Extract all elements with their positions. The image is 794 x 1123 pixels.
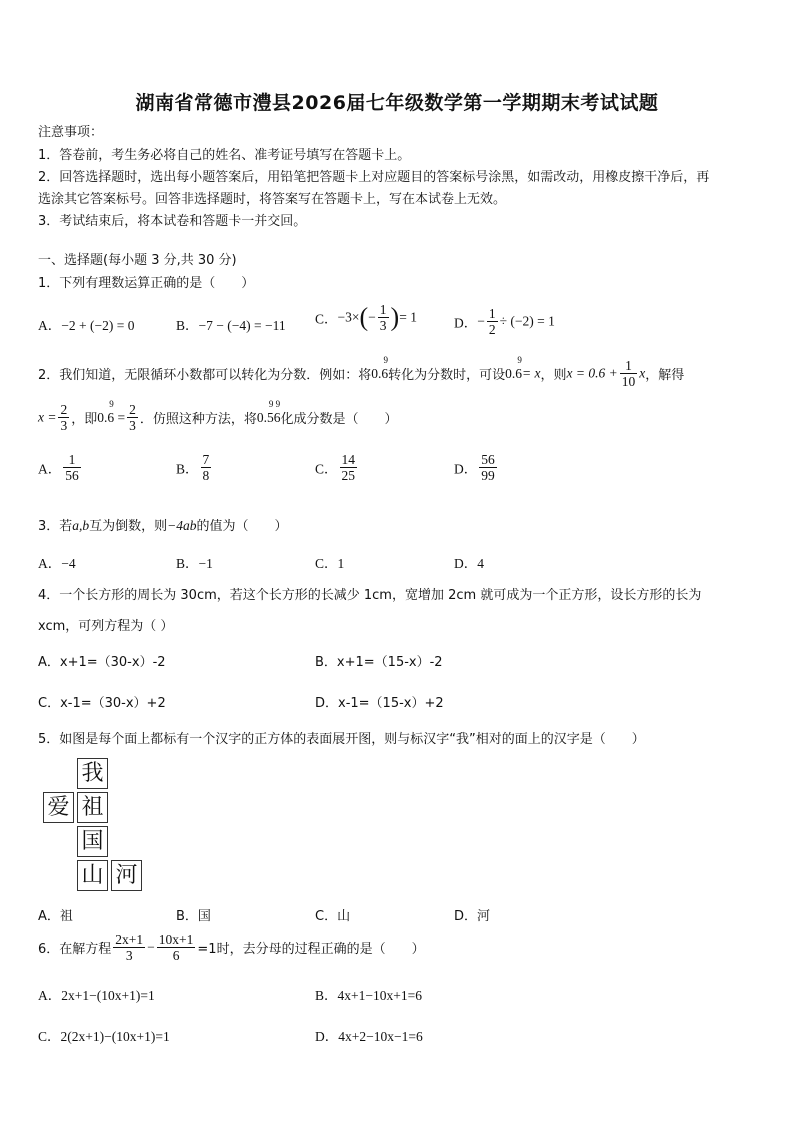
q1-option-b: B．−7 − (−4) = −11 bbox=[176, 318, 286, 333]
q5-stem: 5．如图是每个面上都标有一个汉字的正方体的表面展开图，则与标汉字“我”相对的面上的汉字是（ ） bbox=[38, 732, 645, 747]
q3-option-b: B．−1 bbox=[176, 556, 213, 571]
q4-option-c: C．x-1=（30-x）+2 bbox=[38, 696, 166, 711]
q4-option-d: D．x-1=（15-x）+2 bbox=[315, 696, 444, 711]
q2-option-c: C． $\frac{14}{25}$ bbox=[315, 452, 356, 483]
q3-option-c: C．1 bbox=[315, 556, 345, 571]
q4-line2: xcm，可列方程为（ ） bbox=[38, 619, 174, 634]
q2-option-d: D． $\frac{56}{99}$ bbox=[454, 452, 495, 483]
q5-option-a: A．祖 bbox=[38, 909, 73, 924]
net-face: 我 bbox=[77, 758, 108, 789]
net-face: 国 bbox=[77, 826, 108, 857]
notice-heading: 注意事项： bbox=[38, 125, 104, 140]
q4-line1: 4．一个长方形的周长为 30cm，若这个长方形的长减少 1cm，宽增加 2cm 就可成为一个正方形，设长方形的长为 bbox=[38, 588, 702, 603]
notice-item: 3．考试结束后，将本试卷和答题卡一并交回。 bbox=[38, 214, 307, 229]
q4-option-a: A．x+1=（30-x）-2 bbox=[38, 655, 166, 670]
q4-option-b: B．x+1=（15-x）-2 bbox=[315, 655, 443, 670]
q2-option-b: B． $\frac{7}{8}$ bbox=[176, 452, 210, 483]
q6-stem: 6．在解方程 $\frac{2x+1}{3}$ − $\frac{10x+1}{6}$ =1时，去分母的过程正确的是（ ） bbox=[38, 932, 425, 963]
q2-option-a: A． $\frac{1}{56}$ bbox=[38, 452, 79, 483]
q6-option-c: C．2(2x+1)−(10x+1)=1 bbox=[38, 1029, 170, 1044]
q1-option-d: D．− $\frac{1}{2}$ ÷ (−2) = 1 bbox=[454, 306, 555, 337]
notice-item: 2．回答选择题时，选出每小题答案后，用铅笔把答题卡上对应题目的答案标号涂黑，如需改动，用橡皮擦干净后，再 bbox=[38, 170, 710, 185]
q3-stem: 3．若a,b互为倒数，则−4ab的值为（ ） bbox=[38, 518, 288, 534]
q6-option-b: B．4x+1−10x+1=6 bbox=[315, 988, 422, 1003]
q3-option-d: D．4 bbox=[454, 556, 484, 571]
q1-stem: 1．下列有理数运算正确的是（ ） bbox=[38, 276, 255, 291]
q5-option-d: D．河 bbox=[454, 909, 491, 924]
net-face: 祖 bbox=[77, 792, 108, 823]
net-face: 爱 bbox=[43, 792, 74, 823]
q3-option-a: A．−4 bbox=[38, 556, 76, 571]
q6-option-d: D．4x+2−10x−1=6 bbox=[315, 1029, 423, 1044]
q1-option-c: C．−3×(− $\frac{1}{3}$ )= 1 bbox=[315, 302, 417, 333]
q1-option-a: A．−2 + (−2) = 0 bbox=[38, 318, 135, 333]
q6-option-a: A．2x+1−(10x+1)=1 bbox=[38, 988, 155, 1003]
net-face: 河 bbox=[111, 860, 142, 891]
q2-line1: 2．我们知道，无限循环小数都可以转化为分数．例如：将0.6 9 转化为分数时，可设0.6 9 = x，则x = 0.6 + $\frac{1}{10}$ x，解得 bbox=[38, 354, 685, 389]
q5-option-b: B．国 bbox=[176, 909, 211, 924]
section-heading: 一、选择题(每小题 3 分,共 30 分) bbox=[38, 253, 237, 268]
q5-option-c: C．山 bbox=[315, 909, 351, 924]
q2-line2: x = $\frac{2}{3}$ ，即0.6 = 9 $\frac{2}{3}$ ．仿照这种方法，将0.56 9 9 化成分数是（ ） bbox=[38, 398, 398, 433]
notice-item: 选涂其它答案标号。回答非选择题时，将答案写在答题卡上，写在本试卷上无效。 bbox=[38, 192, 507, 207]
page-title: 湖南省常德市澧县2026届七年级数学第一学期期末考试试题 bbox=[135, 92, 659, 114]
net-face: 山 bbox=[77, 860, 108, 891]
notice-item: 1．答卷前，考生务必将自己的姓名、准考证号填写在答题卡上。 bbox=[38, 148, 411, 163]
